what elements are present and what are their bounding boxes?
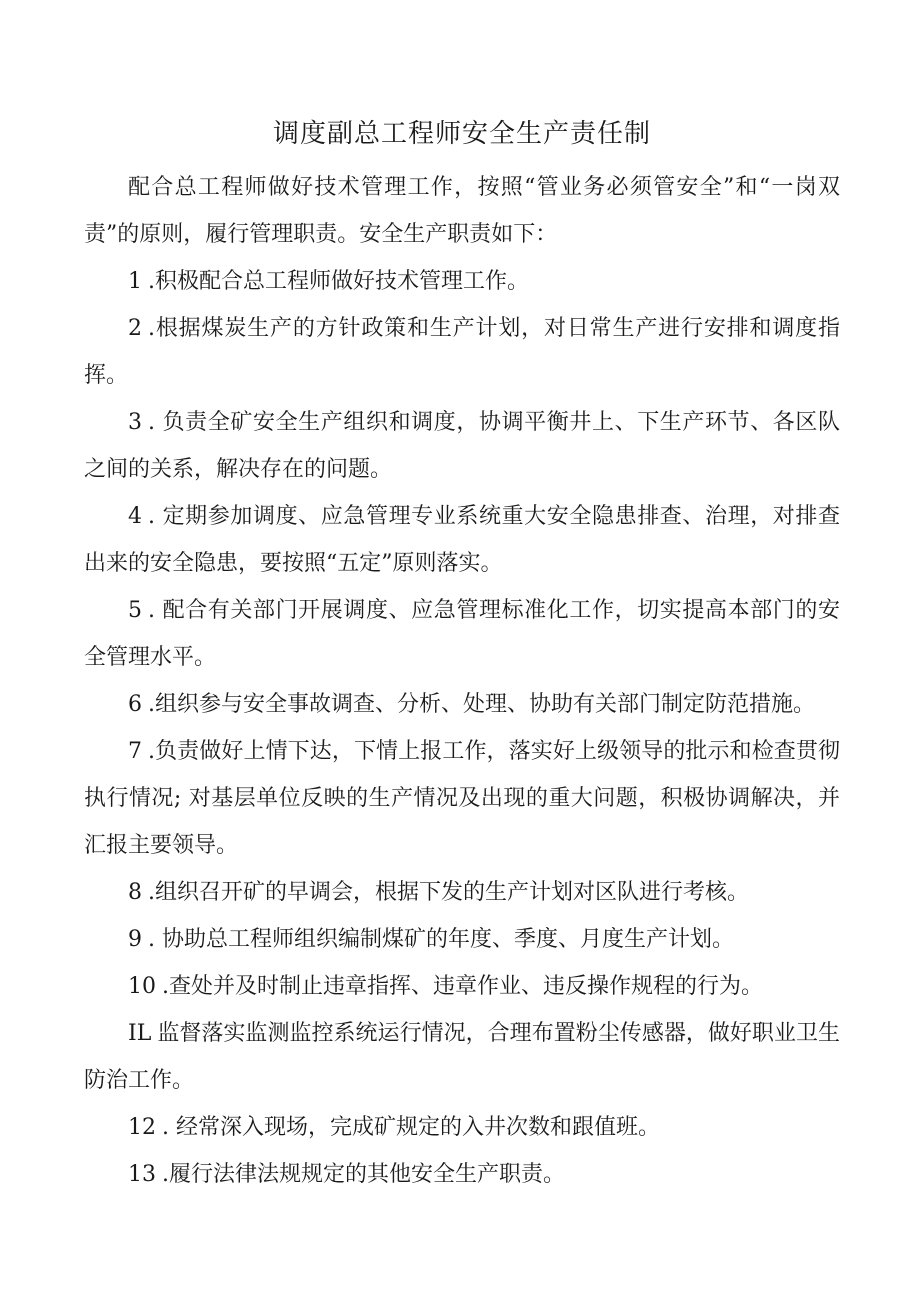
item-text: .组织召开矿的早调会，根据下发的生产计划对区队进行考核。 bbox=[148, 880, 749, 905]
duty-item-4 bbox=[84, 493, 840, 587]
duty-item-5 bbox=[84, 587, 840, 681]
duty-item-6 bbox=[84, 681, 840, 728]
item-number: IL bbox=[128, 1021, 152, 1046]
duty-item-3 bbox=[84, 399, 840, 493]
document-page bbox=[84, 114, 840, 1198]
item-text: .负责做好上情下达，下情上报工作，落实好上级领导的批示和检查贯彻执行情况; 对基层单位反映的生产情况及出现的重大问题，积极协调解决，并汇报主要领导。 bbox=[84, 739, 840, 858]
duty-item-9 bbox=[84, 916, 840, 963]
item-number: 10 bbox=[128, 974, 156, 999]
document-title: 调度副总工程师安全生产责任制 bbox=[272, 119, 651, 149]
item-text: .根据煤炭生产的方针政策和生产计划，对日常生产进行安排和调度指挥。 bbox=[84, 316, 840, 388]
duty-item-10 bbox=[84, 963, 840, 1010]
item-text: 监督落实监测监控系统运行情况，合理布置粉尘传感器，做好职业卫生防治工作。 bbox=[84, 1021, 840, 1093]
item-number: 13 bbox=[128, 1162, 156, 1187]
item-number: 4 bbox=[128, 504, 142, 529]
item-number: 9 bbox=[128, 927, 142, 952]
item-text: .组织参与安全事故调查、分析、处理、协助有关部门制定防范措施。 bbox=[148, 692, 815, 717]
item-number: 7 bbox=[128, 739, 142, 764]
item-text: . 定期参加调度、应急管理专业系统重大安全隐患排查、治理，对排查出来的安全隐患，要按照“五定”原则落实。 bbox=[84, 504, 840, 576]
intro-paragraph: 配合总工程师做好技术管理工作，按照“管业务必须管安全”和“一岗双责”的原则，履行管理职责。安全生产职责如下： bbox=[84, 175, 840, 247]
item-text: . 配合有关部门开展调度、应急管理标准化工作，切实提高本部门的安全管理水平。 bbox=[84, 598, 840, 670]
duty-item-13 bbox=[84, 1151, 840, 1198]
duty-item-1 bbox=[84, 258, 840, 305]
duty-item-7 bbox=[84, 728, 840, 869]
duty-item-2 bbox=[84, 305, 840, 399]
item-number: 1 bbox=[128, 269, 142, 294]
item-text: .积极配合总工程师做好技术管理工作。 bbox=[148, 269, 529, 294]
item-text: . 协助总工程师组织编制煤矿的年度、季度、月度生产计划。 bbox=[148, 927, 734, 952]
item-number: 6 bbox=[128, 692, 142, 717]
duty-item-8 bbox=[84, 869, 840, 916]
item-text: .履行法律法规规定的其他安全生产职责。 bbox=[162, 1162, 565, 1187]
duty-item-12 bbox=[84, 1104, 840, 1151]
duty-item-11 bbox=[84, 1010, 840, 1104]
item-number: 8 bbox=[128, 880, 142, 905]
item-text: . 经常深入现场，完成矿规定的入井次数和跟值班。 bbox=[162, 1115, 660, 1140]
item-number: 5 bbox=[128, 598, 142, 623]
item-number: 3 bbox=[128, 410, 142, 435]
item-text: .查处并及时制止违章指挥、违章作业、违反操作规程的行为。 bbox=[162, 974, 763, 999]
item-text: . 负责全矿安全生产组织和调度，协调平衡井上、下生产环节、各区队之间的关系，解决存在的问题。 bbox=[84, 410, 840, 482]
item-number: 12 bbox=[128, 1115, 156, 1140]
item-number: 2 bbox=[128, 316, 142, 341]
